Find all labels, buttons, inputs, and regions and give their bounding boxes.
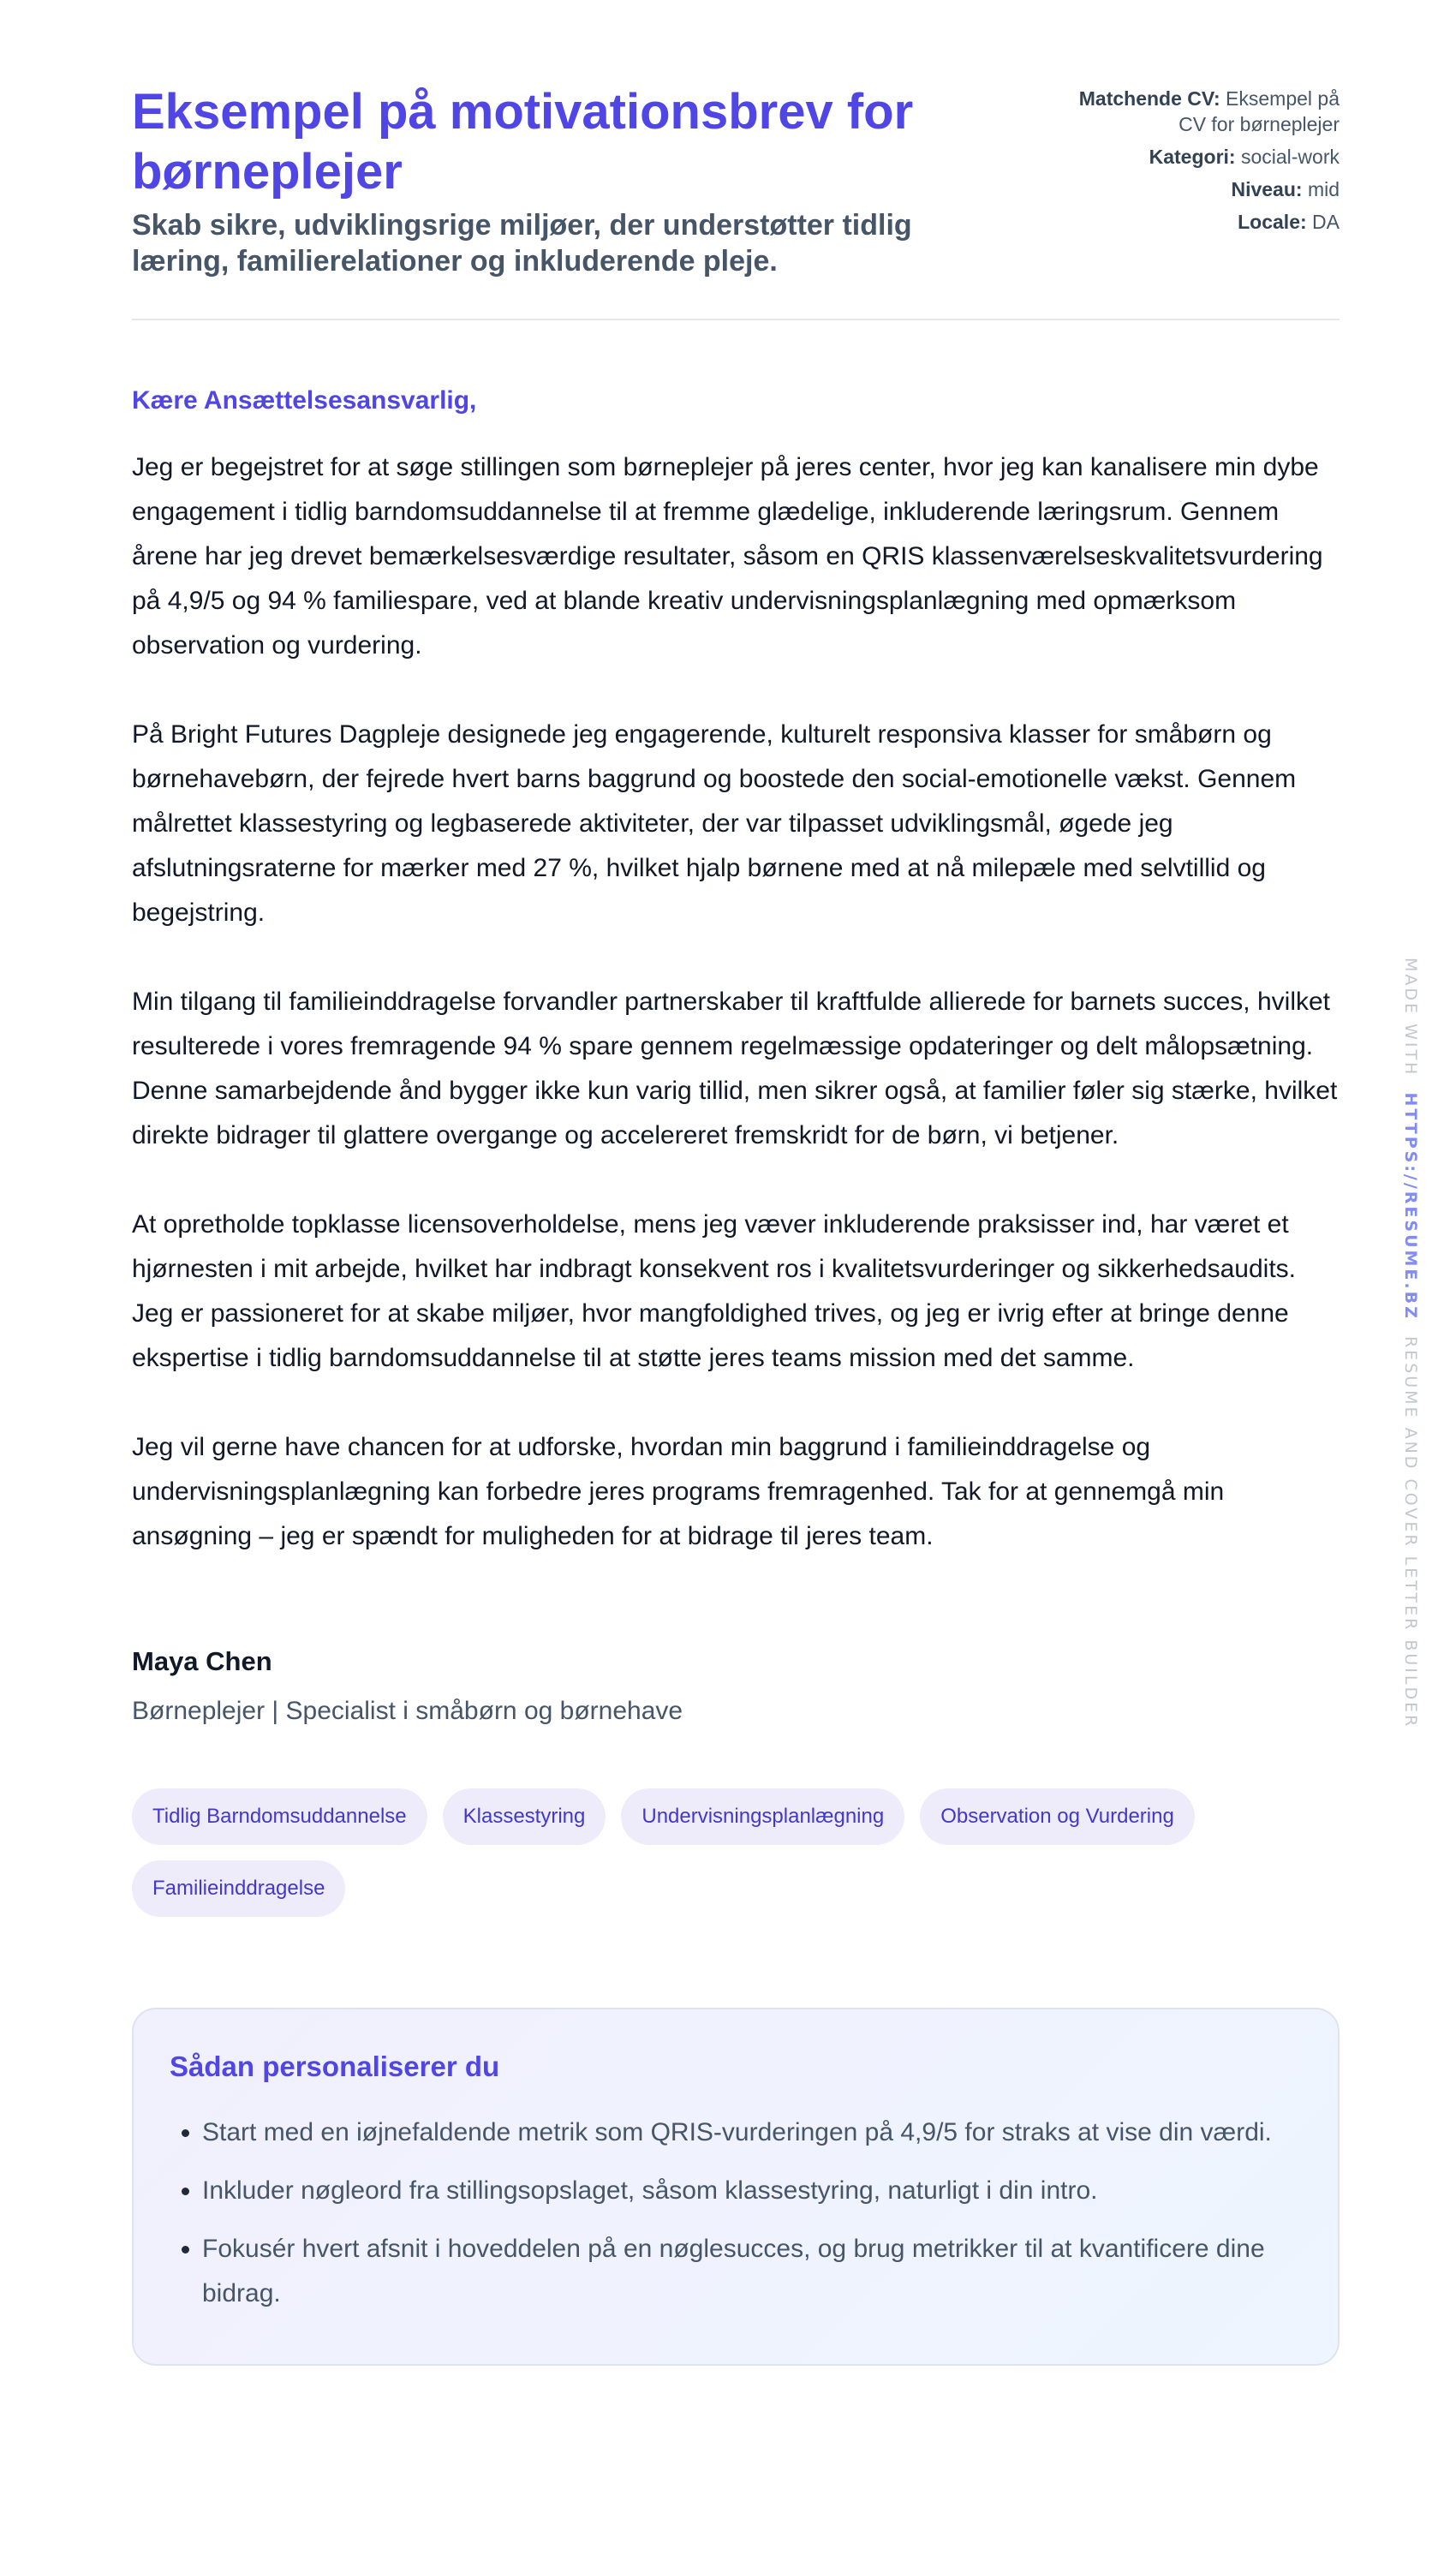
meta-locale: [1065, 209, 1340, 235]
letter-paragraph: Min tilgang til familieinddragelse forvandler partnerskaber til kraftfulde allierede for barnets succes, hvilket resulterede i vores fremragende 94 % spare gennem regelmæssige opdateringer og delt målopsætning. Denne samarbejdende ånd bygger ikke kun varig tillid, men sikrer også, at familier føler sig stærke, hvilket direkte bidrager til glattere overgange og accelereret fremskridt for de børn, vi betjener.: [132, 988, 1338, 1149]
letter-body: [132, 445, 1340, 1559]
cover-letter-page: [132, 82, 1340, 2366]
signature-name: Maya Chen: [132, 1646, 272, 1676]
letter-paragraph: På Bright Futures Dagpleje designede jeg engagerende, kulturelt responsiva klasser for småbørn og børnehavebørn, der fejrede hvert barns baggrund og boostede den social-emotionelle vækst. Gennem målrettet klassestyring og legbaserede aktiviteter, der var tilpasset udviklingsmål, øgede jeg afslutningsraterne for mærker med 27 %, hvilket hjalp børnene med at nå milepæle med selvtillid og begejstring.: [132, 720, 1297, 927]
watermark: [1401, 958, 1420, 1728]
skill-tag: Familieinddragelse: [132, 1860, 345, 1917]
watermark-suffix: RESUME AND COVER LETTER BUILDER: [1401, 1335, 1420, 1729]
page-subtitle: Skab sikre, udviklingsrige miljøer, der understøtter tidlig læring, familierelationer og inkluderende pleje.: [132, 209, 912, 278]
letter-header: [132, 82, 1340, 320]
meta-value: DA: [1312, 211, 1340, 233]
meta-label: Locale:: [1238, 211, 1307, 233]
watermark-link[interactable]: HTTPS://RESUME.BZ: [1401, 1092, 1420, 1321]
watermark-prefix: MADE WITH: [1401, 958, 1420, 1078]
letter-greeting: Kære Ansættelsesansvarlig,: [132, 386, 477, 415]
meta-value: Eksempel på CV for børneplejer: [1179, 87, 1340, 135]
tips-list: [170, 2110, 1302, 2316]
skill-tag: Undervisningsplanlægning: [621, 1788, 904, 1845]
letter-signature: [132, 1645, 1340, 1728]
tips-title: Sådan personaliserer du: [170, 2051, 500, 2082]
signature-role: Børneplejer | Specialist i småbørn og børnehave: [132, 1697, 683, 1725]
skill-tag: Observation og Vurdering: [920, 1788, 1195, 1845]
tip-item: • Start med en iøjnefaldende metrik som QRIS-vurderingen på 4,9/5 for straks at vise din værdi.: [202, 2110, 1302, 2155]
skill-tags: [132, 1788, 1340, 1917]
letter-paragraph: Jeg vil gerne have chancen for at udforske, hvordan min baggrund i familieinddragelse og undervisningsplanlægning kan forbedre jeres programs fremragenhed. Tak for at gennemgå min ansøgning – jeg er spændt for muligheden for at bidrage til jeres team.: [132, 1433, 1225, 1550]
skill-tag: Klassestyring: [443, 1788, 606, 1845]
meta-value: social-work: [1240, 146, 1340, 168]
meta-label: Kategori:: [1149, 146, 1236, 168]
tip-item: • Inkluder nøgleord fra stillingsopslaget, såsom klassestyring, naturligt i din intro.: [202, 2169, 1302, 2213]
tip-item: • Fokusér hvert afsnit i hoveddelen på en nøglesucces, og brug metrikker til at kvantificere dine bidrag.: [202, 2227, 1302, 2316]
meta-value: mid: [1307, 178, 1340, 200]
meta-label: Niveau:: [1231, 178, 1303, 200]
meta-matching-cv: [1065, 86, 1340, 137]
personalization-tips-box: [132, 2008, 1340, 2366]
skill-tag: Tidlig Barndomsuddannelse: [132, 1788, 427, 1845]
meta-label: Matchende CV:: [1078, 87, 1220, 110]
page-title: Eksempel på motivationsbrev for børneplejer: [132, 84, 914, 200]
letter-paragraph: Jeg er begejstret for at søge stillingen som børneplejer på jeres center, hvor jeg kan kanalisere min dybe engagement i tidlig barndomsuddannelse til at fremme glædelige, inkluderende læringsrum. Gennem årene har jeg drevet bemærkelsesværdige resultater, såsom en QRIS klassenværelseskvalitetsvurdering på 4,9/5 og 94 % familiespare, ved at blande kreativ undervisningsplanlægning med opmærksom observation og vurdering.: [132, 453, 1323, 660]
meta-level: [1065, 176, 1340, 202]
header-titles: [132, 82, 1005, 279]
meta-category: [1065, 144, 1340, 170]
letter-paragraph: At opretholde topklasse licensoverholdelse, mens jeg væver inkluderende praksisser ind, har været et hjørnesten i mit arbejde, hvilket har indbragt konsekvent ros i kvalitetsvurderinger og sikkerhedsaudits. Jeg er passioneret for at skabe miljøer, hvor mangfoldighed trives, og jeg er ivrig efter at bringe denne ekspertise i tidlig barndomsuddannelse til at støtte jeres teams mission med det samme.: [132, 1210, 1296, 1372]
meta-panel: [1065, 86, 1340, 242]
